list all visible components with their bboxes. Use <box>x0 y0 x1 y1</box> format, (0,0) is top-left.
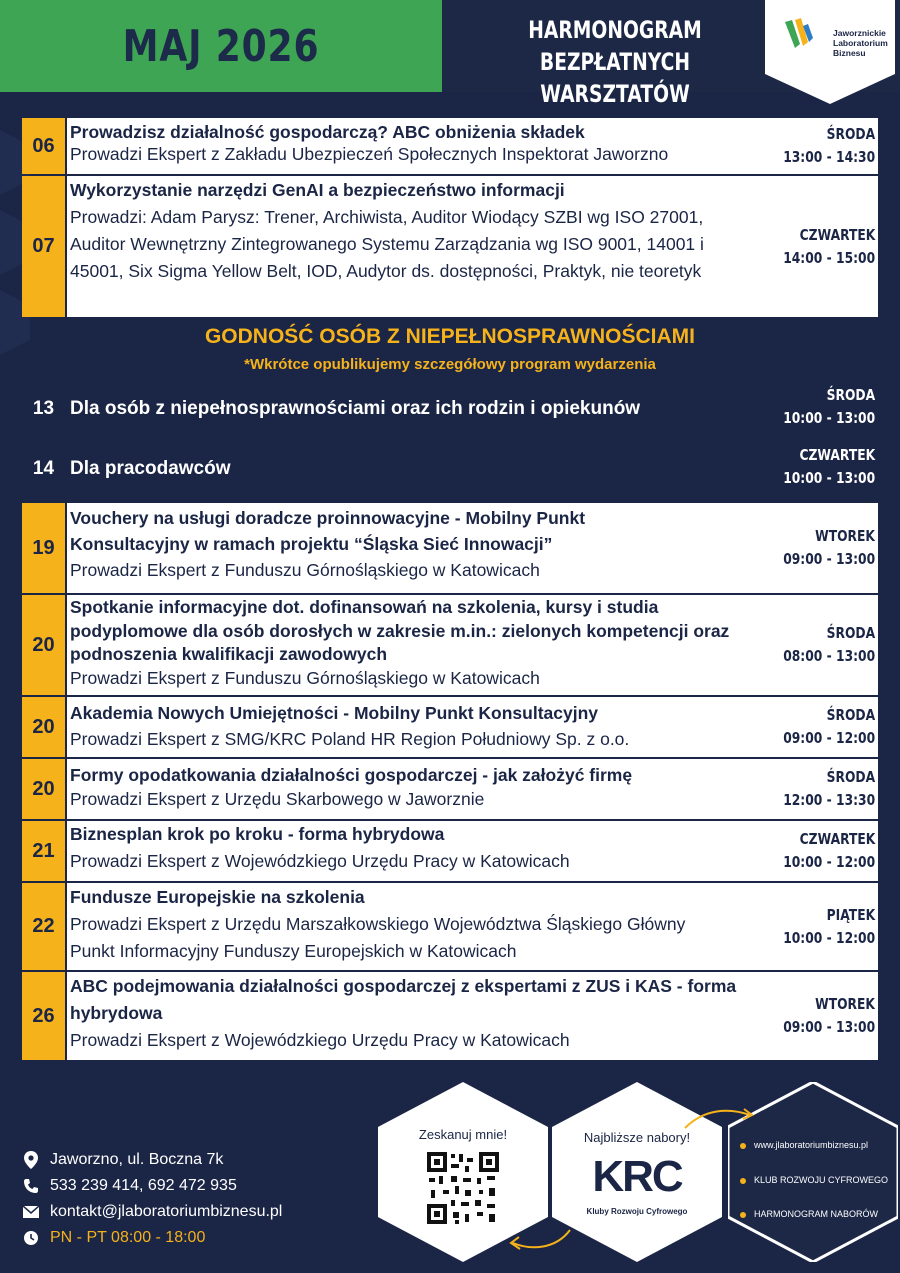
workshop-cell <box>67 503 878 593</box>
krc-logo-text: KRC <box>592 1152 682 1201</box>
hours-text: PN - PT 08:00 - 18:00 <box>50 1229 206 1246</box>
workshop-row <box>22 176 878 317</box>
workshop-desc: Prowadzi Ekspert z Zakładu Ubezpieczeń Społecznych Inspektorat Jaworzno <box>70 144 669 164</box>
section-row <box>22 384 878 434</box>
weekday: ŚRODA <box>826 706 875 724</box>
email-link[interactable]: kontakt@jlaboratoriumbiznesu.pl <box>50 1203 283 1220</box>
logo-text-line1: Jaworznickie <box>833 28 886 38</box>
logo-text-line3: Biznesu <box>833 48 866 58</box>
contact-phone <box>22 1177 237 1195</box>
day-number: 06 <box>22 118 65 174</box>
location-pin-icon <box>22 1151 40 1169</box>
workshop-row <box>22 118 878 174</box>
arrow-right-icon <box>680 1103 760 1133</box>
day-number: 22 <box>22 883 65 970</box>
workshop-desc: Prowadzi Ekspert z SMG/KRC Poland HR Region Południowy Sp. z o.o. <box>70 729 630 749</box>
time-range: 10:00 - 12:00 <box>783 928 875 947</box>
workshop-title: Formy opodatkowania działalności gospodarczej - jak założyć firmę <box>70 765 633 785</box>
phone-icon <box>22 1177 40 1195</box>
day-number: 20 <box>22 759 65 819</box>
workshop-row <box>22 595 878 695</box>
time-range: 09:00 - 13:00 <box>783 550 875 568</box>
workshop-desc: Prowadzi: Adam Parysz: Trener, Archiwista, Auditor Wiodący SZBI wg ISO 27001, Auditor Wewnętrzny Zintegrowanego Systemu Zarządzania wg ISO 9001, 14001 i 45001, Six Sigma Yellow Belt, IOD, Audytor ds. dostępności, Praktyk, nie teoretyk <box>70 207 704 281</box>
weekday: ŚRODA <box>826 768 875 786</box>
envelope-icon <box>22 1203 40 1221</box>
weekday: WTOREK <box>815 527 875 545</box>
day-number: 20 <box>22 697 65 757</box>
workshop-title: Spotkanie informacyjne dot. dofinansowań na szkolenia, kursy i studia podyplomowe dla osób dorosłych w zakresie m.in.: zielonych kompetencji oraz podnoszenia kwalifikacji zawodowych <box>70 597 730 664</box>
time-range: 12:00 - 13:30 <box>783 791 875 809</box>
workshop-cell <box>67 821 878 881</box>
workshop-title: Akademia Nowych Umiejętności - Mobilny Punkt Konsultacyjny <box>70 703 599 723</box>
weekday: ŚRODA <box>826 386 875 404</box>
contact-email[interactable] <box>22 1203 282 1221</box>
workshop-title: ABC podejmowania działalności gospodarczej z ekspertami z ZUS i KAS - forma hybrydowa <box>70 976 737 1023</box>
month-title: MAJ 2026 <box>122 20 320 72</box>
workshop-desc: Prowadzi Ekspert z Funduszu Górnośląskiego w Katowicach <box>70 560 540 580</box>
logo-text-line2: Laboratorium <box>833 38 888 48</box>
logo-badge <box>765 0 895 104</box>
time-range: 13:00 - 14:30 <box>783 148 875 166</box>
time-range: 08:00 - 13:00 <box>783 647 875 665</box>
section-subtitle: *Wkrótce opublikujemy szczegółowy program wydarzenia <box>244 356 656 373</box>
time-range: 09:00 - 12:00 <box>783 729 875 747</box>
workshop-title: Dla pracodawców <box>70 458 231 479</box>
link-website[interactable]: www.jlaboratoriumbiznesu.pl <box>754 1140 869 1150</box>
workshop-row <box>22 883 878 970</box>
qr-code-icon[interactable] <box>425 1150 501 1226</box>
workshop-cell <box>67 972 878 1060</box>
workshop-row <box>22 503 878 593</box>
weekday: ŚRODA <box>826 624 875 642</box>
bullet-dot-icon <box>740 1178 746 1184</box>
workshop-row <box>22 821 878 881</box>
weekday: WTOREK <box>815 995 875 1013</box>
day-number: 19 <box>22 503 65 593</box>
workshop-cell <box>67 118 878 174</box>
workshop-desc: Prowadzi Ekspert z Wojewódzkiego Urzędu Pracy w Katowicach <box>70 1030 570 1050</box>
workshop-cell <box>67 883 878 970</box>
workshop-title: Biznesplan krok po kroku - forma hybrydowa <box>70 824 445 844</box>
workshop-cell <box>67 697 878 757</box>
workshop-title: Vouchery na usługi doradcze proinnowacyjne - Mobilny Punkt Konsultacyjny w ramach projektu “Śląska Sieć Innowacji” <box>70 508 586 554</box>
section-title: GODNOŚĆ OSÓB Z NIEPEŁNOSPRAWNOŚCIAMI <box>204 325 696 348</box>
workshop-row <box>22 697 878 757</box>
day-number: 13 <box>32 398 55 419</box>
time-range: 10:00 - 13:00 <box>783 409 875 427</box>
time-range: 14:00 - 15:00 <box>783 248 875 267</box>
qr-label: Zeskanuj mnie! <box>418 1127 508 1142</box>
phone-text: 533 239 414, 692 472 935 <box>50 1177 237 1194</box>
weekday: ŚRODA <box>826 125 875 143</box>
bullet-dot-icon <box>740 1212 746 1218</box>
workshop-desc: Prowadzi Ekspert z Urzędu Marszałkowskiego Województwa Śląskiego Główny Punkt Informacyjny Funduszy Europejskich w Katowicach <box>70 914 686 961</box>
workshop-cell <box>67 176 878 317</box>
workshop-row <box>22 759 878 819</box>
workshop-cell <box>67 759 878 819</box>
day-number: 20 <box>22 595 65 695</box>
day-number: 14 <box>32 458 55 479</box>
krc-logo-subtitle: Kluby Rozwoju Cyfrowego <box>586 1207 688 1216</box>
address-text: Jaworzno, ul. Boczna 7k <box>50 1151 224 1168</box>
workshop-desc: Prowadzi Ekspert z Urzędu Skarbowego w Jaworznie <box>70 789 485 809</box>
schedule-title <box>490 14 740 110</box>
weekday: CZWARTEK <box>799 830 875 848</box>
contact-address <box>22 1151 223 1169</box>
weekday: CZWARTEK <box>799 446 875 464</box>
day-number: 26 <box>22 972 65 1060</box>
bullet-dot-icon <box>740 1143 746 1149</box>
section-row <box>22 444 878 494</box>
time-range: 10:00 - 13:00 <box>783 469 875 487</box>
weekday: PIĄTEK <box>826 905 875 924</box>
workshop-desc: Prowadzi Ekspert z Wojewódzkiego Urzędu Pracy w Katowicach <box>70 851 570 871</box>
workshop-title: Prowadzisz działalność gospodarczą? ABC obniżenia składek <box>70 122 585 142</box>
workshop-title: Wykorzystanie narzędzi GenAI a bezpieczeństwo informacji <box>70 180 565 200</box>
contact-hours <box>22 1229 205 1247</box>
workshop-desc: Prowadzi Ekspert z Funduszu Górnośląskiego w Katowicach <box>70 667 540 688</box>
workshop-title: Fundusze Europejskie na szkolenia <box>70 887 365 907</box>
clock-icon <box>22 1229 40 1247</box>
krc-label: Najbliższe nabory! <box>583 1130 691 1145</box>
weekday: CZWARTEK <box>799 225 875 244</box>
workshop-cell <box>67 595 878 695</box>
workshop-title: Dla osób z niepełnosprawnościami oraz ich rodzin i opiekunów <box>70 398 641 419</box>
workshop-row <box>22 972 878 1060</box>
link-nabory[interactable]: HARMONOGRAM NABORÓW <box>754 1209 879 1219</box>
schedule-title-line1: HARMONOGRAM <box>528 16 702 44</box>
arrow-left-icon <box>505 1225 575 1255</box>
time-range: 09:00 - 13:00 <box>783 1018 875 1036</box>
day-number: 21 <box>22 821 65 881</box>
time-range: 10:00 - 12:00 <box>783 853 875 871</box>
link-krc[interactable]: KLUB ROZWOJU CYFROWEGO <box>754 1175 889 1185</box>
schedule-title-line2: BEZPŁATNYCH WARSZTATÓW <box>539 48 691 108</box>
day-number: 07 <box>22 176 65 317</box>
